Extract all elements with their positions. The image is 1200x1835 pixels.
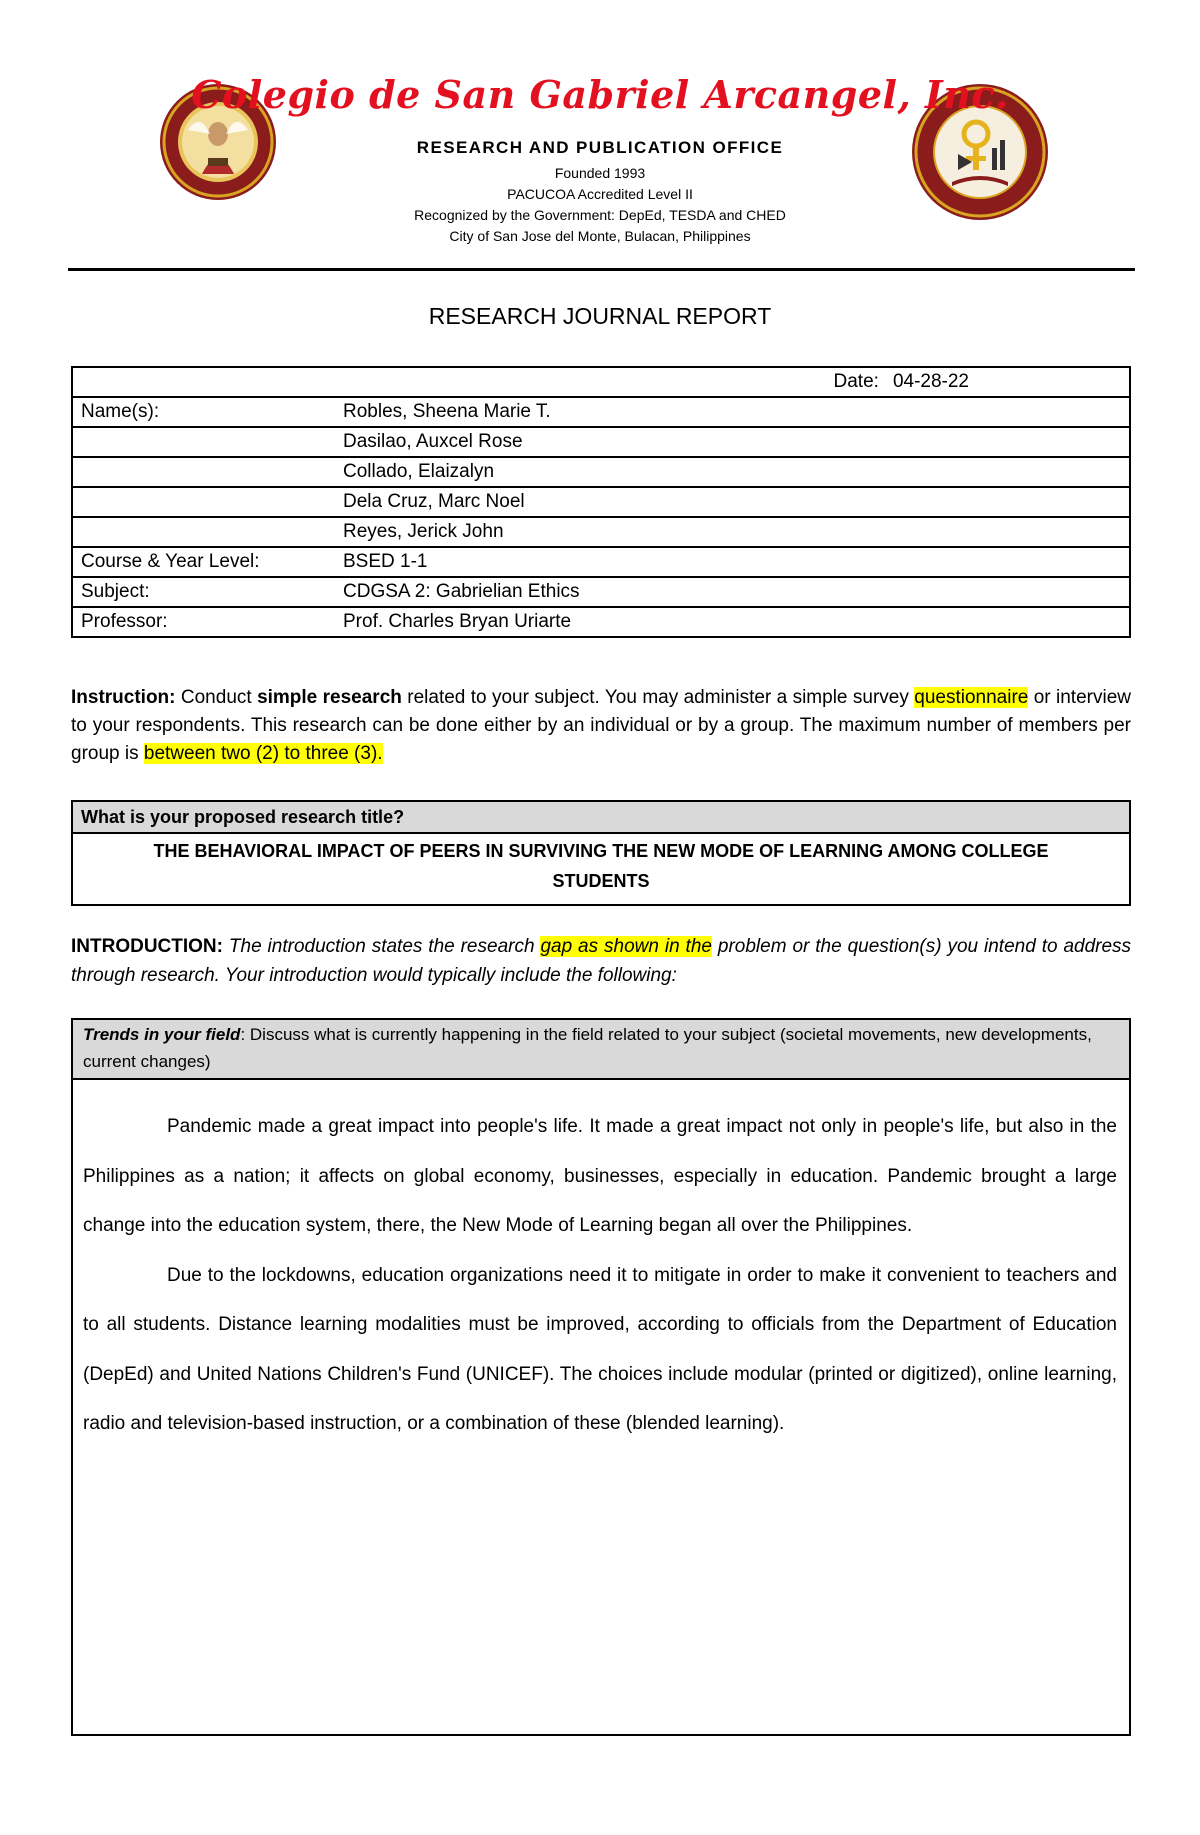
subject-row: [72, 577, 1130, 607]
names-row: [72, 517, 1130, 547]
names-label: Name(s):: [72, 397, 335, 427]
professor-value: Prof. Charles Bryan Uriarte: [335, 607, 1130, 637]
course-value: BSED 1-1: [335, 547, 1130, 577]
instruction-text: related to your subject. You may administer a simple survey: [407, 687, 909, 708]
professor-label: Professor:: [72, 607, 335, 637]
trends-header: [73, 1020, 1129, 1080]
subject-label: Subject:: [72, 577, 335, 607]
address-line: City of San Jose del Monte, Bulacan, Philippines: [449, 228, 751, 244]
date-row: [72, 367, 1130, 397]
name-value: Reyes, Jerick John: [335, 517, 1130, 547]
highlighted-text: questionnaire: [914, 687, 1029, 708]
research-title-question: What is your proposed research title?: [73, 802, 1129, 834]
name-value: Robles, Sheena Marie T.: [335, 397, 1130, 427]
names-row: [72, 427, 1130, 457]
name-value: Collado, Elaizalyn: [335, 457, 1130, 487]
instruction-paragraph: [71, 684, 1131, 768]
name-value: Dela Cruz, Marc Noel: [335, 487, 1130, 517]
instruction-text: Conduct: [180, 687, 252, 708]
trends-body: [73, 1080, 1129, 1449]
course-row: [72, 547, 1130, 577]
research-title-box: [71, 800, 1131, 906]
course-label: Course & Year Level:: [72, 547, 335, 577]
names-row: [72, 457, 1130, 487]
introduction-text: The introduction states the research: [228, 936, 535, 957]
instruction-label: Instruction:: [71, 687, 176, 708]
recognition-line: Recognized by the Government: DepEd, TESDA and CHED: [414, 207, 786, 223]
trends-paragraph: Due to the lockdowns, education organizations need it to mitigate in order to make it convenient to teachers and to all students. Distance learning modalities must be improved, according to officials from the Department of Education (DepEd) and United Nations Children's Fund (UNICEF). The choices include modular (printed or digitized), online learning, radio and television-based instruction, or a combination of these (blended learning).: [83, 1264, 1117, 1434]
professor-row: [72, 607, 1130, 637]
research-title-text: THE BEHAVIORAL IMPACT OF PEERS IN SURVIVING THE NEW MODE OF LEARNING AMONG COLLEGE STUDENTS: [153, 841, 1049, 891]
date-value: 04-28-22: [892, 371, 969, 392]
date-label: Date:: [833, 371, 879, 392]
introduction-text: problem or the question(s) you intend to address through research. Your introduction would typically include the following:: [71, 936, 1132, 986]
highlighted-text: between two (2) to three (3).: [143, 743, 383, 764]
office-name: RESEARCH AND PUBLICATION OFFICE: [416, 138, 784, 157]
school-name: Colegio de San Gabriel Arcangel, Inc.: [191, 72, 1009, 117]
name-value: Dasilao, Auxcel Rose: [335, 427, 1130, 457]
trends-description: : Discuss what is currently happening in the field related to your subject (societal movements, new developments, current changes): [83, 1025, 1092, 1071]
introduction-label: INTRODUCTION:: [71, 936, 223, 957]
highlighted-text: gap as shown in the: [540, 936, 712, 957]
info-table: [71, 366, 1131, 638]
trends-box: [71, 1018, 1131, 1736]
founded-line: Founded 1993: [554, 165, 646, 181]
names-row: [72, 397, 1130, 427]
trends-paragraph: Pandemic made a great impact into people's life. It made a great impact not only in people's life, but also in the Philippines as a nation; it affects on global economy, businesses, especially in education. Pandemic brought a large change into the education system, there, the New Mode of Learning began all over the Philippines.: [83, 1116, 1117, 1236]
instruction-text: or interview to your respondents. This research can be done either by an individual or by a group. The maximum number of members per group is: [71, 687, 1131, 764]
subject-value: CDGSA 2: Gabrielian Ethics: [335, 577, 1130, 607]
report-title: RESEARCH JOURNAL REPORT: [428, 303, 772, 329]
accreditation-line: PACUCOA Accredited Level II: [507, 186, 693, 202]
introduction-paragraph: [71, 932, 1131, 990]
names-row: [72, 487, 1130, 517]
instruction-emphasis: simple research: [257, 687, 402, 708]
trends-label: Trends in your field: [83, 1025, 241, 1044]
header-divider: [68, 268, 1135, 271]
